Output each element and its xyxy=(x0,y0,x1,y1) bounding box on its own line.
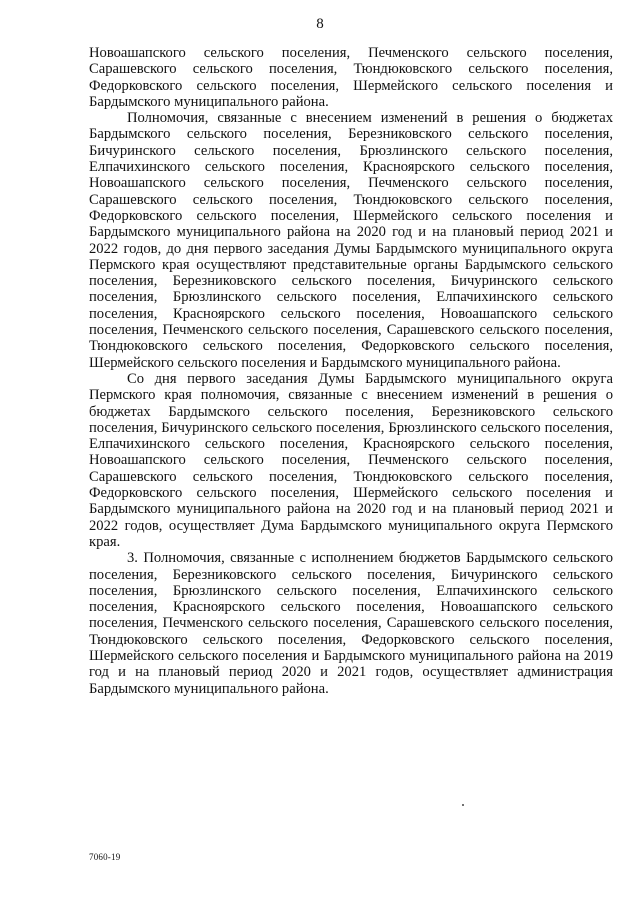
page-number: 8 xyxy=(316,16,324,32)
paragraph-continuation: Новоашапского сельского поселения, Печменского сельского поселения, Сарашевского сельского поселения, Тюндюковского сельского поселения, Федорковского сельского поселения, Шермейского сельского поселения и Бардымского муниципального района. xyxy=(89,45,613,110)
paragraph-budget-execution: 3. Полномочия, связанные с исполнением бюджетов Бардымского сельского поселения, Березниковского сельского поселения, Бичуринского сельского поселения, Брюзлинского сельского поселения, Елпачихинского сельского поселения, Красноярского сельского поселения, Новоашапского сельского поселения, Печменского сельского поселения, Сарашевского сельского поселения, Тюндюковского сельского поселения, Федорковского сельского поселения, Шермейского сельского поселения и Бардымского муниципального района на 2019 год и на плановый период 2020 и 2021 годов, осуществляет администрация Бардымского муниципального района. xyxy=(89,550,613,697)
scan-speck xyxy=(462,804,464,806)
paragraph-duma-powers: Со дня первого заседания Думы Бардымского муниципального округа Пермского края полномочия, связанные с внесением изменений в решения о бюджетах Бардымского сельского поселения, Березниковского сельского поселения, Бичуринского сельского поселения, Брюзлинского сельского поселения, Елпачихинского сельского поселения, Красноярского сельского поселения, Новоашапского сельского поселения, Печменского сельского поселения, Сарашевского сельского поселения, Тюндюковского сельского поселения, Федорковского сельского поселения, Шермейского сельского поселения и Бардымского муниципального района на 2020 год и на плановый период 2021 и 2022 годов, осуществляет Дума Бардымского муниципального округа Пермского края. xyxy=(89,370,613,550)
paragraph-powers-amendments: Полномочия, связанные с внесением изменений в решения о бюджетах Бардымского сельского поселения, Березниковского сельского поселения, Бичуринского сельского поселения, Брюзлинского сельского поселения, Елпачихинского сельского поселения, Красноярского сельского поселения, Новоашапского сельского поселения, Печменского сельского поселения, Сарашевского сельского поселения, Тюндюковского сельского поселения, Федорковского сельского поселения, Шермейского сельского поселения и Бардымского муниципального района на 2020 год и на плановый период 2021 и 2022 годов, до дня первого заседания Думы Бардымского муниципального округа Пермского края осуществляют представительные органы Бардымского сельского поселения, Березниковского сельского поселения, Бичуринского сельского поселения, Брюзлинского сельского поселения, Елпачихинского сельского поселения, Красноярского сельского поселения, Новоашапского сельского поселения, Печменского сельского поселения, Сарашевского сельского поселения, Тюндюковского сельского поселения, Федорковского сельского поселения, Шермейского сельского поселения и Бардымского муниципального района. xyxy=(89,110,613,371)
document-code: 7060-19 xyxy=(89,852,121,862)
document-body xyxy=(89,45,613,697)
